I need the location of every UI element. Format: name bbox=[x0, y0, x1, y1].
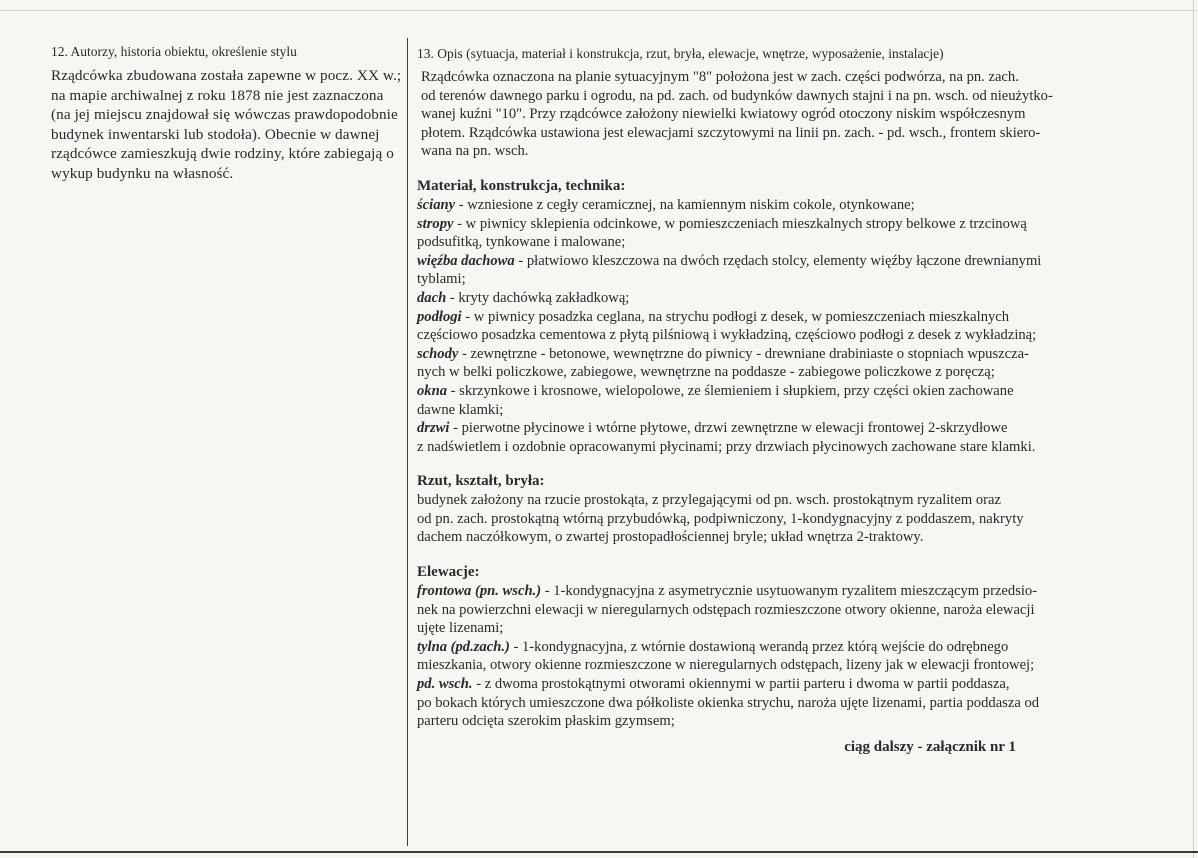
item-text: nek na powierzchni elewacji w nieregularnych odstępach rozmieszczone otwory okienne, naroża elewacji bbox=[417, 601, 1035, 618]
item-term: dach bbox=[417, 289, 447, 306]
item-term: frontowa (pn. wsch.) bbox=[417, 583, 542, 600]
rzut-heading: Rzut, kształt, bryła: bbox=[417, 473, 545, 490]
item-text: dawne klamki; bbox=[417, 401, 504, 418]
elewacja-item bbox=[417, 675, 1149, 694]
material-item bbox=[417, 419, 1149, 438]
item-term: schody bbox=[417, 345, 459, 362]
material-item bbox=[417, 382, 1149, 401]
item-text: - płatwiowo kleszczowa na dwóch rzędach stolcy, elementy więźby łączone drewnianymi bbox=[514, 252, 1042, 269]
item-term: okna bbox=[417, 382, 448, 399]
material-item bbox=[417, 252, 1149, 271]
rzut-line: budynek założony na rzucie prostokąta, z przylegającymi od pn. wsch. prostokątnym ryzalitem oraz bbox=[417, 492, 1001, 509]
elewacje-list bbox=[417, 582, 1149, 731]
item-text: - skrzynkowe i krosnowe, wielopolowe, ze ślemieniem i słupkiem, przy części okien zachowane bbox=[447, 382, 1014, 399]
item-term: pd. wsch. bbox=[417, 676, 473, 693]
item-term: podłogi bbox=[417, 308, 462, 325]
intro-line: płotem. Rządcówka ustawiona jest elewacjami szczytowymi na linii pn. zach. - pd. wsch., frontem skiero- bbox=[421, 124, 1041, 141]
material-list bbox=[417, 196, 1149, 456]
material-item bbox=[417, 308, 1149, 327]
elewacja-item bbox=[417, 638, 1149, 657]
item-text: po bokach których umieszczone dwa półkoliste okienka strychu, naroża ujęte lizenami, partia poddasza od bbox=[417, 694, 1040, 711]
item-text: z nadświetlem i ozdobnie opracowanymi płycinami; przy drzwiach płycinowych zachowane stare klamki. bbox=[417, 438, 1036, 455]
item-text: - kryty dachówką zakładkową; bbox=[446, 289, 630, 306]
right-column bbox=[417, 45, 1149, 771]
item-text: - wzniesione z cegły ceramicznej, na kamiennym niskim cokole, otynkowane; bbox=[455, 196, 915, 213]
item-text: - pierwotne płycinowe i wtórne płytowe, drzwi zewnętrzne w elewacji frontowej 2-skrzydłowe bbox=[449, 420, 1008, 437]
material-item bbox=[417, 196, 1149, 215]
intro-line: wanej kuźni "10". Przy rządcówce założony niewielki kwiatowy ogród otoczony niskim współczesnym bbox=[421, 106, 1026, 123]
rzut-line: dachem naczółkowym, o zwartej prostopadłościennej bryle; układ wnętrza 2-traktowy. bbox=[417, 529, 924, 546]
item-text: - 1-kondygnacyjna z asymetrycznie usytuowanym ryzalitem mieszczącym przedsio- bbox=[541, 583, 1038, 600]
bottom-border bbox=[0, 851, 1198, 853]
left-column bbox=[51, 43, 403, 184]
intro-line: Rządcówka oznaczona na planie sytuacyjnym "8" położona jest w zach. części podwórza, na pn. zach. bbox=[421, 69, 1019, 85]
material-heading: Materiał, konstrukcja, technika: bbox=[417, 177, 626, 194]
material-item bbox=[417, 345, 1149, 364]
section-12-header: 12. Autorzy, historia obiektu, określenie stylu bbox=[51, 44, 297, 59]
elewacje-heading: Elewacje: bbox=[417, 564, 480, 581]
item-term: więźba dachowa bbox=[417, 252, 515, 269]
elewacja-item bbox=[417, 582, 1149, 601]
item-term: drzwi bbox=[417, 420, 450, 437]
top-edge bbox=[0, 0, 1198, 11]
right-edge bbox=[1193, 0, 1194, 858]
item-text: - z dwoma prostokątnymi otworami okiennymi w partii parteru i dwoma w partii poddasza, bbox=[472, 676, 1010, 693]
section-12-text: Rządcówka zbudowana została zapewne w pocz. XX w.; na mapie archiwalnej z roku 1878 nie jest zaznaczona (na jej miejscu znajdował się wówczas prawdopodobnie budynek inwentarski lub stodoła). Obecnie w dawnej rządcówce zamieszkują dwie rodziny, które zabiegają o wykup budynku na własność. bbox=[51, 67, 402, 182]
item-term: tylna (pd.zach.) bbox=[417, 638, 510, 655]
item-text: - w piwnicy posadzka ceglana, na strychu podłogi z desek, w pomieszczeniach mieszkalnych bbox=[461, 308, 1010, 325]
item-text: - w piwnicy sklepienia odcinkowe, w pomieszczeniach mieszkalnych stropy belkowe z trzcinową bbox=[453, 215, 1027, 232]
material-item bbox=[417, 215, 1149, 234]
item-text: podsufitką, tynkowane i malowane; bbox=[417, 234, 626, 251]
intro-paragraph bbox=[421, 68, 1149, 161]
item-text: mieszkania, otwory okienne rozmieszczone w nieregularnych odstępach, lizeny jak w elewacji frontowej; bbox=[417, 657, 1035, 674]
item-term: stropy bbox=[417, 215, 454, 232]
item-term: ściany bbox=[417, 196, 456, 213]
section-13-header: 13. Opis (sytuacja, materiał i konstrukcja, rzut, bryła, elewacje, wnętrze, wyposażenie, instalacje) bbox=[417, 46, 944, 61]
item-text: - 1-kondygnacyjna, z wtórnie dostawioną werandą przez którą wejście do odrębnego bbox=[509, 638, 1009, 655]
item-text: nych w belki policzkowe, zabiegowe, wewnętrzne na poddasze - zabiegowe policzkowe z poręczą; bbox=[417, 364, 995, 381]
item-text: częściowo posadzka cementowa z płytą pilśniową i wykładziną, częściowo podłogi z desek z wykładziną; bbox=[417, 327, 1037, 344]
rzut-line: od pn. zach. prostokątną wtórną przybudówką, podpiwniczony, 1-kondygnacyjny z poddaszem, nakryty bbox=[417, 510, 1024, 527]
continuation-note: ciąg dalszy - załącznik nr 1 bbox=[844, 738, 1016, 755]
item-text: tyblami; bbox=[417, 271, 466, 288]
intro-line: od terenów dawnego parku i ogrodu, na pd. zach. od budynków dawnych stajni i na pn. wsch. od nieużytko- bbox=[421, 87, 1053, 104]
item-text: - zewnętrzne - betonowe, wewnętrzne do piwnicy - drewniane drabiniaste o stopniach wpuszcza- bbox=[458, 345, 1029, 362]
intro-line: wana na pn. wsch. bbox=[421, 143, 529, 160]
rzut-text bbox=[417, 491, 1149, 547]
material-item bbox=[417, 289, 1149, 308]
column-divider bbox=[407, 38, 408, 846]
item-text: parteru odcięta szerokim płaskim gzymsem; bbox=[417, 713, 675, 730]
item-text: ujęte lizenami; bbox=[417, 620, 504, 637]
